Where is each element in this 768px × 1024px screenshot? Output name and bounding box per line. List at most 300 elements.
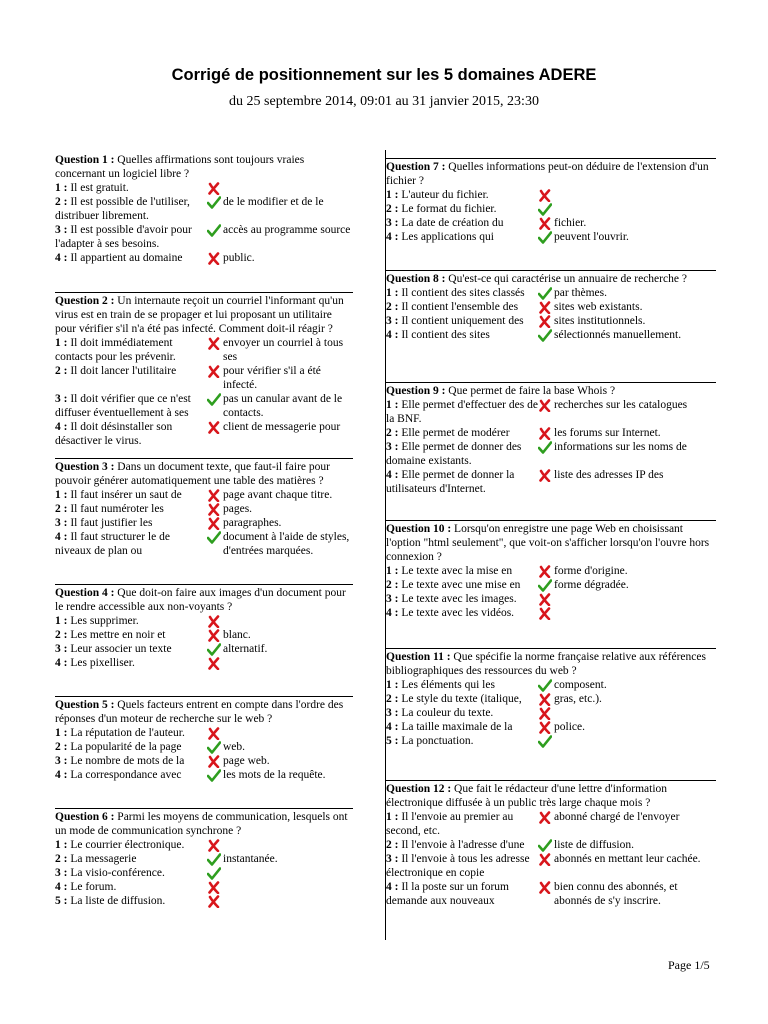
answer-number: 4 : <box>386 881 399 893</box>
answer-left <box>55 530 207 558</box>
cross-icon <box>538 468 554 482</box>
answer-continuation: de le modifier et de le <box>223 196 324 208</box>
question-block <box>385 270 716 342</box>
question-prompt: Lorsqu'on enregistre une page Web en choisissant l'option "html seulement", que voit-on s'afficher lorsqu'on l'ouvre hors connexion ? <box>386 523 710 563</box>
answer-text: Il doit immédiatement contacts pour les prévenir. <box>55 337 176 363</box>
answer-continuation: web. <box>223 741 246 753</box>
answer-left <box>55 656 207 670</box>
answer-number: 4 : <box>55 421 68 433</box>
answer-text: Il faut justifier les <box>70 517 153 529</box>
answer-text: La messagerie <box>70 853 137 865</box>
answer-text: Il contient l'ensemble des <box>401 301 519 313</box>
cross-icon <box>207 754 223 768</box>
answer-left <box>386 592 538 606</box>
answer-text: Elle permet d'effectuer des de la BNF. <box>386 399 538 425</box>
check-icon <box>207 642 223 656</box>
answer-continuation: forme dégradée. <box>554 579 629 591</box>
answer-continuation: par thèmes. <box>554 287 608 299</box>
answer-number: 1 : <box>55 727 68 739</box>
answer-text: Il faut insérer un saut de <box>70 489 182 501</box>
question-text <box>55 586 353 614</box>
question-label: Question 10 : <box>386 523 452 535</box>
answer-left <box>55 768 207 782</box>
answer-left <box>55 364 207 378</box>
answer-text: Le courrier électronique. <box>70 839 185 851</box>
question-label: Question 9 : <box>386 385 446 397</box>
answer-row <box>55 420 353 448</box>
answer-row <box>386 678 716 692</box>
question-text <box>55 810 353 838</box>
answer-row <box>55 336 353 364</box>
question-block <box>55 696 353 782</box>
answer-text: Leur associer un texte <box>70 643 172 655</box>
question-prompt: Que doit-on faire aux images d'un document pour le rendre accessible aux non-voyants ? <box>55 587 346 613</box>
answer-continuation: police. <box>554 721 585 733</box>
answer-text: Le format du fichier. <box>401 203 497 215</box>
question-label: Question 3 : <box>55 461 115 473</box>
answer-number: 2 : <box>55 365 68 377</box>
question-prompt: Quelles informations peut-on déduire de l'extension d'un fichier ? <box>386 161 709 187</box>
answer-row <box>55 838 353 852</box>
answer-row <box>55 251 353 265</box>
answer-row <box>55 894 353 908</box>
check-icon <box>207 852 223 866</box>
check-icon <box>538 230 554 244</box>
answer-number: 1 : <box>55 337 68 349</box>
question-block <box>55 584 353 670</box>
answer-row <box>386 720 716 734</box>
answer-number: 1 : <box>55 615 68 627</box>
answer-number: 4 : <box>55 881 68 893</box>
answer-number: 4 : <box>386 721 399 733</box>
question-block <box>55 152 353 265</box>
question-text <box>386 160 716 188</box>
answer-continuation: sélectionnés manuellement. <box>554 329 682 341</box>
question-block <box>385 382 716 496</box>
answer-number: 1 : <box>386 189 399 201</box>
answer-text: La visio-conférence. <box>70 867 165 879</box>
answer-continuation: fichier. <box>554 217 587 229</box>
question-text <box>55 294 353 336</box>
answer-left <box>386 188 538 202</box>
answer-row <box>386 810 716 838</box>
answer-left <box>386 300 538 314</box>
question-prompt: Quels facteurs entrent en compte dans l'ordre des réponses d'un moteur de recherche sur le web ? <box>55 699 344 725</box>
cross-icon <box>538 810 554 824</box>
answer-row <box>55 530 353 558</box>
answer-number: 1 : <box>386 399 399 411</box>
check-icon <box>207 740 223 754</box>
answer-text: Les applications qui <box>401 231 494 243</box>
answer-text: Il l'envoie au premier au second, etc. <box>386 811 514 837</box>
answer-number: 1 : <box>386 565 399 577</box>
check-icon <box>207 223 223 237</box>
cross-icon <box>538 606 554 620</box>
answer-left <box>386 852 538 880</box>
answer-continuation: peuvent l'ouvrir. <box>554 231 629 243</box>
question-block <box>385 780 716 908</box>
answer-continuation: page avant chaque titre. <box>223 489 333 501</box>
answer-left <box>55 614 207 628</box>
answer-number: 3 : <box>55 867 68 879</box>
question-prompt: Que permet de faire la base Whois ? <box>448 385 616 397</box>
answer-text: L'auteur du fichier. <box>401 189 489 201</box>
answer-text: Il contient des sites <box>401 329 490 341</box>
answer-number: 2 : <box>55 629 68 641</box>
cross-icon <box>538 426 554 440</box>
answer-text: La liste de diffusion. <box>70 895 166 907</box>
answer-number: 3 : <box>386 217 399 229</box>
answer-continuation: liste de diffusion. <box>554 839 634 851</box>
question-label: Question 7 : <box>386 161 446 173</box>
answer-row <box>386 328 716 342</box>
question-text <box>386 272 716 286</box>
answer-left <box>386 202 538 216</box>
answer-number: 1 : <box>55 839 68 851</box>
answer-row <box>386 314 716 328</box>
question-block <box>385 158 716 244</box>
answer-row <box>386 692 716 706</box>
answer-left <box>55 642 207 656</box>
answer-text: Il la poste sur un forum demande aux nouveaux <box>386 881 509 907</box>
question-label: Question 5 : <box>55 699 115 711</box>
answer-row <box>55 488 353 502</box>
cross-icon <box>207 364 223 378</box>
answer-continuation: informations sur les noms de <box>554 441 687 453</box>
answer-number: 2 : <box>386 693 399 705</box>
answer-left <box>386 398 538 426</box>
answer-number: 3 : <box>55 517 68 529</box>
answer-left <box>386 564 538 578</box>
question-prompt: Parmi les moyens de communication, lesquels ont un mode de communication synchrone ? <box>55 811 348 837</box>
answer-number: 4 : <box>386 231 399 243</box>
check-icon <box>207 195 223 209</box>
answer-continuation: sites institutionnels. <box>554 315 646 327</box>
answer-text: La réputation de l'auteur. <box>70 727 185 739</box>
cross-icon <box>207 336 223 350</box>
cross-icon <box>207 656 223 670</box>
cross-icon <box>207 838 223 852</box>
answer-left <box>386 838 538 852</box>
answer-continuation: instantanée. <box>223 853 278 865</box>
answer-left <box>386 734 538 748</box>
answer-text: Le texte avec les images. <box>401 593 517 605</box>
question-block <box>385 520 716 620</box>
question-text <box>386 782 716 810</box>
answer-text: Il est gratuit. <box>70 182 129 194</box>
answer-left <box>386 216 538 230</box>
answer-continuation: pages. <box>223 503 253 515</box>
answer-number: 5 : <box>386 735 399 747</box>
check-icon <box>207 530 223 544</box>
check-icon <box>538 328 554 342</box>
answer-row <box>55 364 353 392</box>
answer-number: 2 : <box>386 301 399 313</box>
answer-row <box>386 440 716 468</box>
answer-row <box>386 592 716 606</box>
answer-continuation: paragraphes. <box>223 517 282 529</box>
answer-text: Il doit vérifier que ce n'est diffuser éventuellement à ses <box>55 393 191 419</box>
answer-continuation: accès au programme source <box>223 224 351 236</box>
answer-row <box>386 734 716 748</box>
cross-icon <box>538 216 554 230</box>
answer-continuation: abonnés en mettant leur cachée. <box>554 853 701 865</box>
answer-text: Il doit désinstaller son désactiver le virus. <box>55 421 173 447</box>
answer-continuation: les forums sur Internet. <box>554 427 661 439</box>
answer-left <box>386 230 538 244</box>
answer-text: La date de création du <box>401 217 504 229</box>
answer-continuation: pour vérifier s'il a été infecté. <box>223 365 321 391</box>
question-text <box>55 153 353 181</box>
question-prompt: Que fait le rédacteur d'une lettre d'information électronique diffusée à un public très large chaque mois ? <box>386 783 668 809</box>
answer-left <box>386 286 538 300</box>
answer-row <box>55 880 353 894</box>
check-icon <box>538 678 554 692</box>
answer-continuation: alternatif. <box>223 643 268 655</box>
answer-number: 3 : <box>55 393 68 405</box>
answer-row <box>55 181 353 195</box>
answer-number: 4 : <box>55 531 68 543</box>
page-number: Page 1/5 <box>668 958 710 972</box>
answer-row <box>55 740 353 754</box>
answer-row <box>55 852 353 866</box>
question-label: Question 1 : <box>55 154 115 166</box>
cross-icon <box>538 564 554 578</box>
answer-continuation: forme d'origine. <box>554 565 628 577</box>
answer-left <box>386 440 538 468</box>
answer-number: 4 : <box>55 769 68 781</box>
answer-number: 1 : <box>55 182 68 194</box>
answer-number: 2 : <box>55 741 68 753</box>
answer-number: 3 : <box>55 755 68 767</box>
answer-row <box>386 230 716 244</box>
answer-text: Les mettre en noir et <box>70 629 166 641</box>
answer-number: 4 : <box>55 252 68 264</box>
cross-icon <box>538 720 554 734</box>
answer-number: 1 : <box>55 489 68 501</box>
answer-row <box>386 838 716 852</box>
answer-left <box>55 866 207 880</box>
answer-number: 4 : <box>386 469 399 481</box>
cross-icon <box>538 880 554 894</box>
cross-icon <box>538 592 554 606</box>
answer-number: 3 : <box>55 224 68 236</box>
answer-left <box>55 628 207 642</box>
answer-continuation: gras, etc.). <box>554 693 602 705</box>
answer-left <box>55 838 207 852</box>
answer-row <box>386 202 716 216</box>
answer-left <box>55 726 207 740</box>
question-text <box>386 384 716 398</box>
cross-icon <box>207 488 223 502</box>
answer-left <box>55 181 207 195</box>
answer-text: Il l'envoie à tous les adresse électronique en copie <box>386 853 530 879</box>
cross-icon <box>207 726 223 740</box>
answer-text: Le texte avec une mise en <box>401 579 521 591</box>
answer-row <box>55 614 353 628</box>
answer-row <box>55 502 353 516</box>
answer-text: Il est possible de l'utiliser, distribuer librement. <box>55 196 190 222</box>
question-prompt: Quelles affirmations sont toujours vraies concernant un logiciel libre ? <box>55 154 305 180</box>
answer-row <box>55 642 353 656</box>
answer-left <box>55 420 207 448</box>
cross-icon <box>207 516 223 530</box>
answer-left <box>55 251 207 265</box>
answer-left <box>55 336 207 364</box>
check-icon <box>538 578 554 592</box>
answer-row <box>55 392 353 420</box>
answer-number: 2 : <box>55 196 68 208</box>
answer-number: 1 : <box>386 679 399 691</box>
answer-continuation: public. <box>223 252 255 264</box>
answer-number: 2 : <box>386 579 399 591</box>
answer-text: Il faut structurer le de niveaux de plan ou <box>55 531 170 557</box>
answer-left <box>55 516 207 530</box>
cross-icon <box>207 502 223 516</box>
answer-left <box>55 740 207 754</box>
answer-text: Il faut numéroter les <box>70 503 164 515</box>
answer-text: Il contient des sites classés <box>401 287 525 299</box>
answer-row <box>386 216 716 230</box>
answer-text: Les supprimer. <box>70 615 139 627</box>
question-text <box>386 650 716 678</box>
question-prompt: Que spécifie la norme française relative aux références bibliographiques des ressources du web ? <box>386 651 706 677</box>
answer-left <box>386 314 538 328</box>
question-label: Question 2 : <box>55 295 115 307</box>
answer-number: 4 : <box>386 607 399 619</box>
question-text <box>386 522 716 564</box>
cross-icon <box>207 628 223 642</box>
cross-icon <box>207 614 223 628</box>
answer-text: Le forum. <box>70 881 117 893</box>
cross-icon <box>538 300 554 314</box>
answer-number: 3 : <box>386 315 399 327</box>
answer-row <box>386 564 716 578</box>
page-title: Corrigé de positionnement sur les 5 domaines ADERE <box>171 66 597 84</box>
cross-icon <box>207 420 223 434</box>
answer-continuation: bien connu des abonnés, et abonnés de s'y inscrire. <box>554 881 678 907</box>
answer-left <box>386 880 538 908</box>
answer-row <box>55 628 353 642</box>
answer-text: Le texte avec les vidéos. <box>401 607 515 619</box>
answer-left <box>386 578 538 592</box>
question-text <box>55 460 353 488</box>
answer-number: 5 : <box>55 895 68 907</box>
answer-row <box>55 866 353 880</box>
answer-row <box>55 754 353 768</box>
answer-text: Il appartient au domaine <box>70 252 183 264</box>
check-icon <box>538 838 554 852</box>
answer-left <box>55 852 207 866</box>
check-icon <box>538 286 554 300</box>
question-label: Question 8 : <box>386 273 446 285</box>
answer-left <box>55 502 207 516</box>
answer-left <box>55 488 207 502</box>
answer-row <box>55 516 353 530</box>
answer-number: 2 : <box>386 839 399 851</box>
answer-number: 1 : <box>386 287 399 299</box>
check-icon <box>538 202 554 216</box>
answer-row <box>55 656 353 670</box>
question-block <box>55 458 353 558</box>
answer-continuation: les mots de la requête. <box>223 769 326 781</box>
answer-text: Les pixelliser. <box>70 657 135 669</box>
answer-row <box>386 300 716 314</box>
question-label: Question 6 : <box>55 811 115 823</box>
answer-number: 2 : <box>386 203 399 215</box>
answer-row <box>386 398 716 426</box>
answer-number: 3 : <box>386 593 399 605</box>
answer-row <box>386 606 716 620</box>
answer-continuation: abonné chargé de l'envoyer <box>554 811 680 823</box>
page-subtitle: du 25 septembre 2014, 09:01 au 31 janvier 2015, 23:30 <box>229 94 539 109</box>
answer-text: Il contient uniquement des <box>401 315 524 327</box>
answer-text: Le nombre de mots de la <box>70 755 185 767</box>
answer-number: 2 : <box>55 853 68 865</box>
question-text <box>55 698 353 726</box>
answer-row <box>386 880 716 908</box>
answer-row <box>55 768 353 782</box>
answer-left <box>55 195 207 223</box>
cross-icon <box>538 188 554 202</box>
answer-continuation: page web. <box>223 755 270 767</box>
answer-number: 1 : <box>386 811 399 823</box>
answer-continuation: recherches sur les catalogues <box>554 399 688 411</box>
answer-row <box>386 468 716 496</box>
answer-left <box>55 880 207 894</box>
answer-row <box>55 195 353 223</box>
answer-row <box>386 578 716 592</box>
answer-left <box>386 720 538 734</box>
question-label: Question 4 : <box>55 587 115 599</box>
answer-text: La ponctuation. <box>401 735 474 747</box>
answer-number: 2 : <box>386 427 399 439</box>
answer-text: Elle permet de donner des domaine existants. <box>386 441 522 467</box>
answer-continuation: pas un canular avant de le contacts. <box>223 393 343 419</box>
check-icon <box>207 866 223 880</box>
answer-number: 3 : <box>386 441 399 453</box>
answer-number: 3 : <box>386 853 399 865</box>
answer-text: La correspondance avec <box>70 769 182 781</box>
answer-left <box>55 392 207 420</box>
answer-text: Les éléments qui les <box>401 679 495 691</box>
cross-icon <box>538 398 554 412</box>
answer-left <box>386 678 538 692</box>
check-icon <box>207 768 223 782</box>
question-label: Question 12 : <box>386 783 452 795</box>
answer-left <box>55 754 207 768</box>
question-prompt: Dans un document texte, que faut-il faire pour pouvoir générer automatiquement une table des matières ? <box>55 461 330 487</box>
answer-left <box>386 606 538 620</box>
answer-left <box>55 223 207 251</box>
answer-text: Il doit lancer l'utilitaire <box>70 365 177 377</box>
check-icon <box>538 734 554 748</box>
answer-left <box>386 810 538 838</box>
answer-row <box>55 223 353 251</box>
answer-text: Elle permet de modérer <box>401 427 510 439</box>
answer-continuation: envoyer un courriel à tous ses <box>223 337 344 363</box>
answer-row <box>386 706 716 720</box>
cross-icon <box>538 314 554 328</box>
question-block <box>385 648 716 748</box>
answer-row <box>55 726 353 740</box>
answer-text: Le style du texte (italique, <box>401 693 522 705</box>
question-prompt: Qu'est-ce qui caractérise un annuaire de recherche ? <box>448 273 687 285</box>
answer-left <box>386 328 538 342</box>
answer-left <box>386 468 538 496</box>
answer-continuation: blanc. <box>223 629 251 641</box>
answer-row <box>386 852 716 880</box>
